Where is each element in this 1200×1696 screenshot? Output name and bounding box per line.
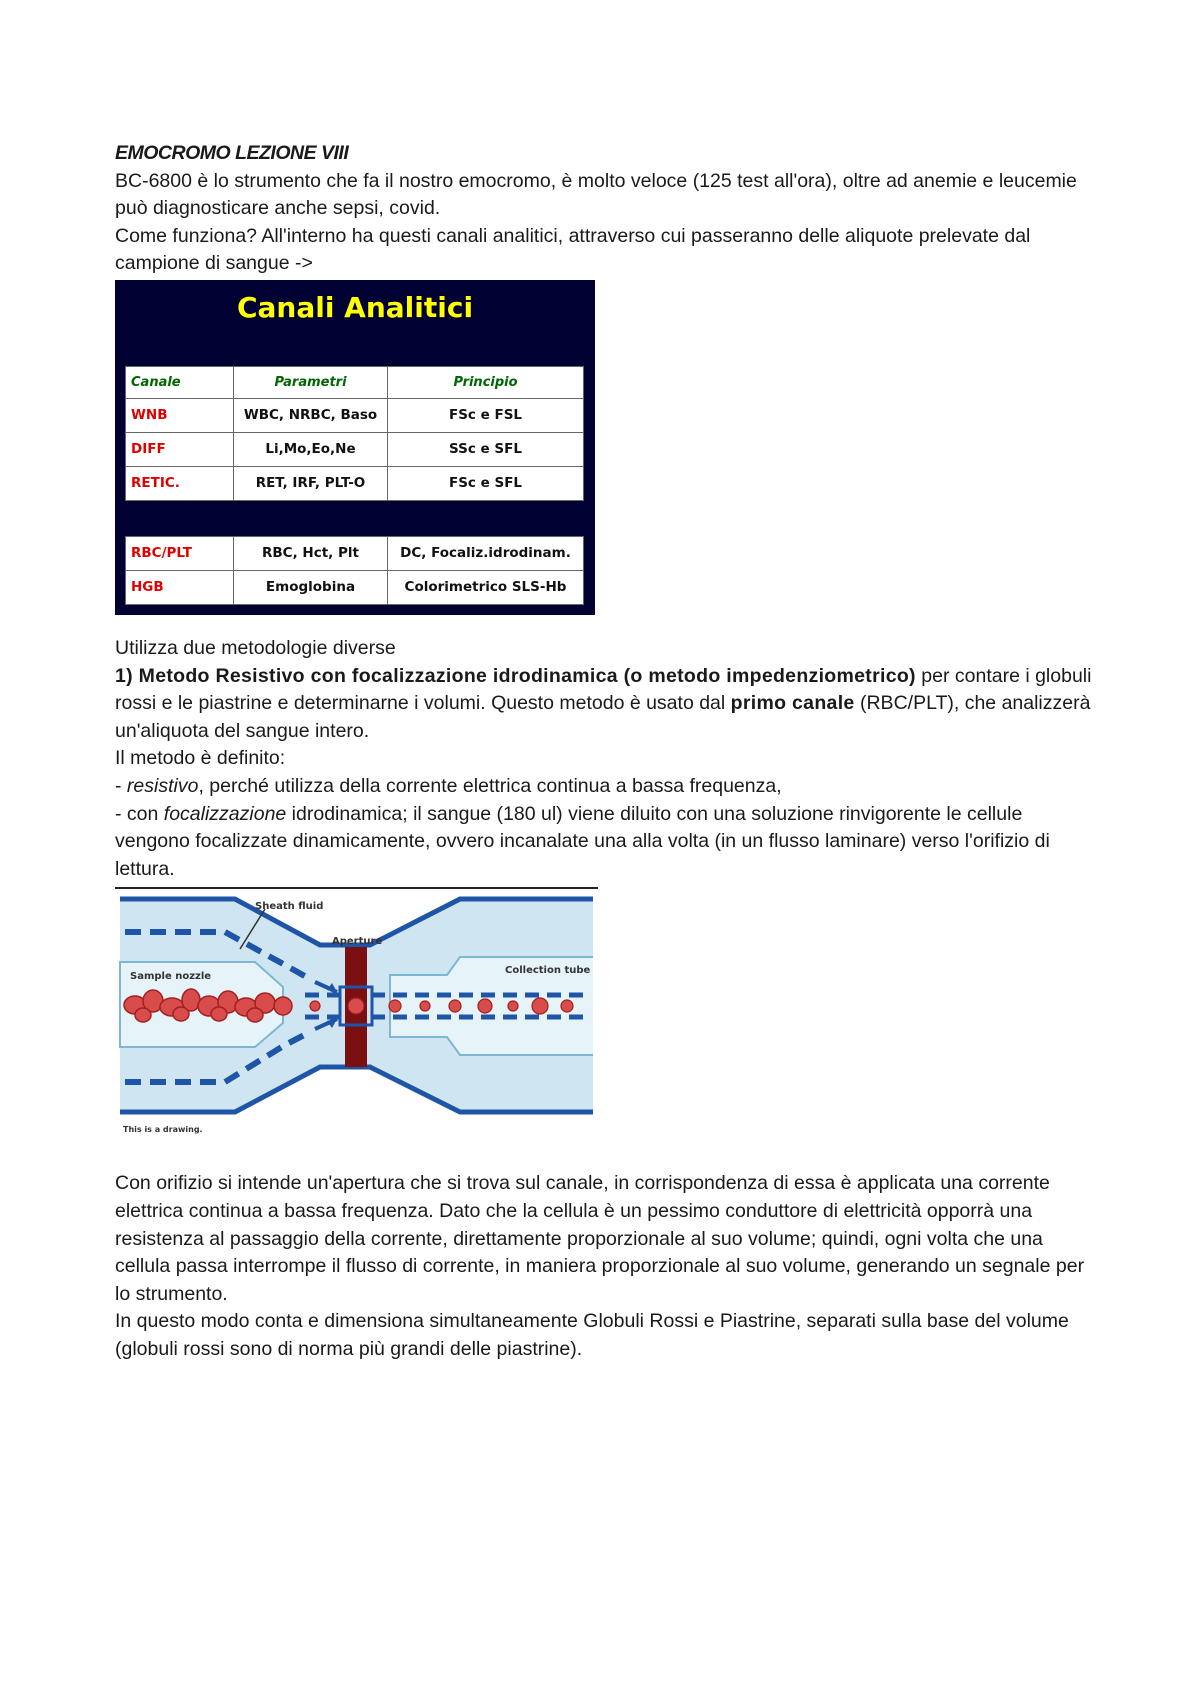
label-collection-tube: Collection tube: [505, 965, 591, 977]
channel-name: HGB: [126, 570, 234, 604]
table-row: [126, 570, 584, 604]
header-principio: Principio: [388, 366, 584, 398]
document-title: EMOCROMO LEZIONE VIII: [115, 142, 349, 164]
method-defined: Il metodo è definito:: [115, 747, 286, 770]
closing-paragraph-2: In questo modo conta e dimensiona simultaneamente Globuli Rossi e Piastrine, separati sulla base del volume (globuli rossi sono di norma più grandi delle piastrine).: [115, 1310, 1069, 1360]
label-sheath-fluid: Sheath fluid: [255, 901, 324, 913]
list-item: [115, 801, 1100, 884]
table-row: [126, 432, 584, 466]
channel-principle: DC, Focaliz.idrodinam.: [388, 536, 584, 570]
channel-parameters: RET, IRF, PLT-O: [234, 466, 388, 500]
channel-principle: Colorimetrico SLS-Hb: [388, 570, 584, 604]
method-heading: 1) Metodo Resistivo con focalizzazione idrodinamica (o metodo impedenziometrico): [115, 664, 916, 687]
term-resistivo: resistivo: [126, 774, 199, 797]
diagram-caption: This is a drawing.: [123, 1125, 203, 1135]
intro-paragraph: BC-6800 è lo strumento che fa il nostro emocromo, è molto veloce (125 test all'ora), oltre ad anemie e leucemie può diagnosticare anche sepsi, covid.: [115, 169, 1077, 220]
hydrodynamic-focusing-diagram: [115, 887, 598, 1142]
channel-parameters: Emoglobina: [234, 570, 388, 604]
channel-parameters: WBC, NRBC, Baso: [234, 398, 388, 432]
channel-principle: SSc e SFL: [388, 432, 584, 466]
method-text-tail: (RBC/PLT), che analizzerà un'aliquota del sangue intero.: [115, 692, 1091, 742]
primo-canale: primo canale: [730, 692, 855, 715]
channel-name: RETIC.: [126, 466, 234, 500]
list-item: [115, 773, 1100, 801]
label-aperture: Aperture: [332, 936, 383, 948]
method-description: [115, 663, 1100, 746]
list-text: , perché utilizza della corrente elettrica continua a bassa frequenza,: [198, 774, 782, 797]
channel-name: WNB: [126, 398, 234, 432]
header-parametri: Parametri: [234, 366, 388, 398]
channels-table: [125, 366, 584, 501]
methods-intro: Utilizza due metodologie diverse: [115, 636, 396, 659]
list-prefix: -: [115, 774, 127, 797]
header-canale: Canale: [126, 366, 234, 398]
channel-parameters: Li,Mo,Eo,Ne: [234, 432, 388, 466]
channel-name: DIFF: [126, 432, 234, 466]
channels-table-lower: [125, 536, 584, 605]
channel-name: RBC/PLT: [126, 536, 234, 570]
list-text: idrodinamica; il sangue (180 ul) viene diluito con una soluzione rinvigorente le cellule vengono focalizzate dinamicamente, ovvero incanalate una alla volta (in un flusso laminare) verso l'orifizio di lettura.: [115, 802, 1050, 880]
table-row: [126, 398, 584, 432]
label-sample-nozzle: Sample nozzle: [130, 971, 212, 983]
table-row: [126, 466, 584, 500]
channel-parameters: RBC, Hct, Plt: [234, 536, 388, 570]
closing-paragraph: Con orifizio si intende un'apertura che si trova sul canale, in corrispondenza di essa è applicata una corrente elettrica continua a bassa frequenza. Dato che la cellula è un pessimo conduttore di elettricità opporrà una resistenza al passaggio della corrente, direttamente proporzionale al suo volume; quindi, ogni volta che una cellula passa interrompe il flusso di corrente, in maniera proporzionale al suo volume, generando un segnale per lo strumento.: [115, 1172, 1085, 1305]
table-row: [126, 536, 584, 570]
term-focalizzazione: focalizzazione: [163, 802, 287, 825]
list-prefix: - con: [115, 802, 164, 825]
table-header-row: [126, 366, 584, 398]
method-text: per contare i globuli rossi e le piastrine e determinarne i volumi. Questo metodo è usato dal: [115, 664, 1092, 715]
canali-analitici-slide: [115, 280, 595, 615]
channel-principle: FSc e SFL: [388, 466, 584, 500]
slide-title: Canali Analitici: [236, 290, 474, 324]
flow-diagram-svg: [115, 887, 598, 1142]
document-body: [115, 140, 1100, 1363]
intro-question: Come funziona? All'interno ha questi canali analitici, attraverso cui passeranno delle aliquote prelevate dal campione di sangue ->: [115, 224, 1031, 275]
channel-principle: FSc e FSL: [388, 398, 584, 432]
